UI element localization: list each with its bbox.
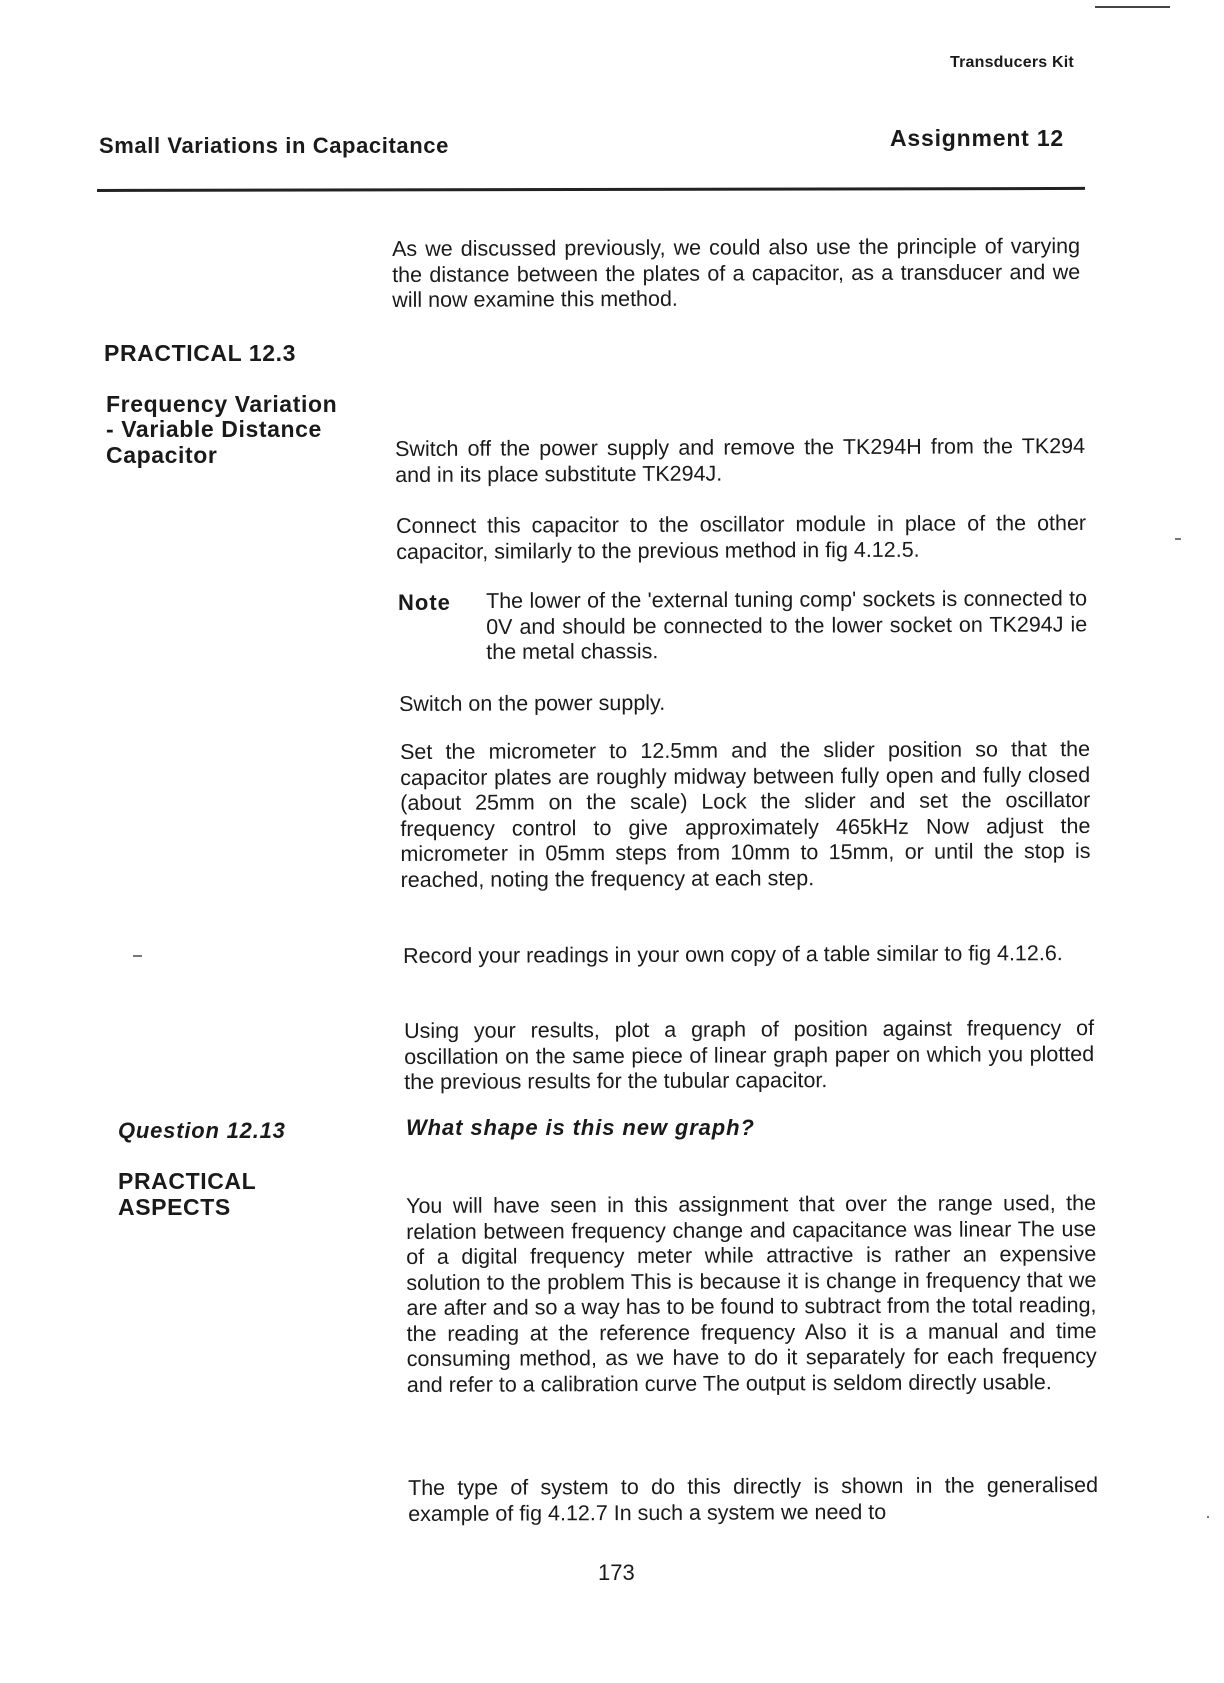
scan-edge-mark [1095, 6, 1170, 8]
aspects-heading-line-1: PRACTICAL [118, 1168, 257, 1194]
paragraph-connect: Connect this capacitor to the oscillator module in place of the other capacitor, similarly to the previous method in fig 4.12.5. [396, 510, 1087, 564]
paragraph-system: The type of system to do this directly is shown in the generalised example of fig 4.12.7 In such a system we need to [408, 1472, 1099, 1526]
practical-heading: PRACTICAL 12.3 [104, 340, 297, 366]
question-label: Question 12.13 [118, 1118, 286, 1143]
paragraph-plot: Using your results, plot a graph of position against frequency of oscillation on the same piece of linear graph paper on which you plotted the previous results for the tubular capacitor. [404, 1015, 1095, 1094]
scan-speck [133, 955, 142, 957]
aspects-heading-line-2: ASPECTS [118, 1194, 231, 1220]
practical-title-line-3: Capacitor [106, 442, 218, 468]
paragraph-record: Record your readings in your own copy of a table similar to fig 4.12.6. [403, 941, 1063, 968]
assignment-label: Assignment 12 [890, 125, 1065, 151]
scan-speck [1207, 1516, 1209, 1518]
page-number: 173 [598, 1560, 635, 1585]
note-label: Note [398, 590, 451, 615]
intro-paragraph: As we discussed previously, we could also use the principle of varying the distance between the plates of a capacitor, as a transducer and we will now examine this method. [392, 233, 1081, 312]
practical-title-line-1: Frequency Variation [106, 391, 338, 417]
note-text: The lower of the 'external tuning comp' sockets is connected to 0V and should be connected to the lower socket on TK294J ie the metal chassis. [486, 586, 1088, 664]
paragraph-practical-aspects: You will have seen in this assignment that over the range used, the relation between frequency change and capacitance was linear The use of a digital frequency meter while attractive is rather an expensive solution to the problem This is because it is change in frequency that we are after and so a way has to be found to subtract from the total reading, the reading at the reference frequency Also it is a manual and time consuming method, as we have to do it separately for each frequency and refer to a calibration curve The output is seldom directly usable. [406, 1190, 1097, 1397]
header-rule [97, 187, 1085, 192]
paragraph-micrometer: Set the micrometer to 12.5mm and the slider position so that the capacitor plates are roughly midway between fully open and fully closed (about 25mm on the scale) Lock the slider and set the oscillator frequency control to give approximately 465kHz Now adjust the micrometer in 05mm steps from 10mm to 15mm, or until the stop is reached, noting the frequency at each step. [400, 736, 1091, 892]
paragraph-switch-off: Switch off the power supply and remove the TK294H from the TK294 and in its place substitute TK294J. [395, 433, 1086, 487]
section-title: Small Variations in Capacitance [99, 133, 449, 158]
paragraph-switch-on: Switch on the power supply. [399, 690, 666, 716]
scan-speck [1175, 538, 1181, 540]
question-text: What shape is this new graph? [406, 1115, 755, 1140]
running-header-kit: Transducers Kit [950, 54, 1074, 71]
practical-title-line-2: - Variable Distance [106, 416, 322, 442]
